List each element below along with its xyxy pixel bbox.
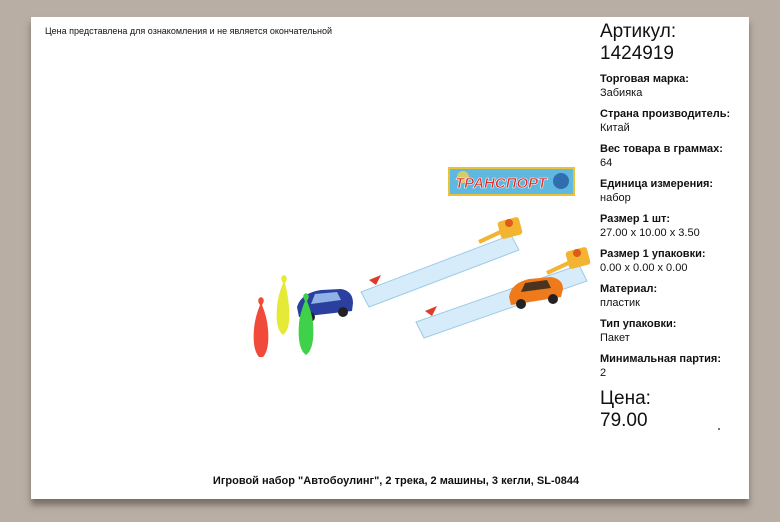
field-value: 0.00 x 0.00 x 0.00 — [600, 262, 688, 274]
field-label: Размер 1 шт: — [600, 213, 671, 225]
product-illustration — [211, 157, 591, 357]
field-label: Материал: — [600, 283, 658, 295]
field-value: 27.00 x 10.00 x 3.50 — [600, 227, 700, 239]
field-package-type — [600, 318, 748, 345]
article-value: 1424919 — [600, 43, 674, 64]
price-value: 79.00 — [600, 410, 648, 431]
product-image — [211, 157, 591, 357]
field-value: Китай — [600, 122, 630, 134]
field-value: набор — [600, 192, 631, 204]
field-value: Пакет — [600, 332, 630, 344]
spec-panel — [600, 21, 748, 432]
field-weight — [600, 143, 748, 170]
product-title: Игровой набор "Автобоулинг", 2 трека, 2 машины, 3 кегли, SL-0844 — [212, 475, 580, 487]
field-value: пластик — [600, 297, 640, 309]
orange-car — [509, 277, 563, 309]
product-card — [31, 17, 749, 499]
bowling-pins — [254, 275, 314, 357]
field-label: Единица измерения: — [600, 178, 714, 190]
field-unit — [600, 178, 748, 205]
article-label: Артикул: — [600, 21, 677, 42]
field-value: Забияка — [600, 87, 643, 99]
transport-logo — [449, 168, 574, 195]
field-size-item — [600, 213, 748, 240]
field-value: 64 — [600, 157, 613, 169]
field-label: Размер 1 упаковки: — [600, 248, 706, 260]
track-2 — [416, 246, 591, 338]
field-label: Минимальная партия: — [600, 353, 721, 365]
field-size-package — [600, 248, 748, 275]
field-label: Страна производитель: — [600, 108, 731, 120]
field-label: Тип упаковки: — [600, 318, 677, 330]
field-country — [600, 108, 748, 135]
logo-text: ТРАНСПОРТ — [455, 175, 547, 192]
price-label: Цена: — [600, 388, 651, 409]
field-label: Торговая марка: — [600, 73, 689, 85]
field-min-batch — [600, 353, 748, 380]
price-disclaimer: Цена представлена для ознакомления и не является окончательной — [45, 26, 333, 36]
dot-mark — [718, 428, 720, 430]
field-material — [600, 283, 748, 310]
field-label: Вес товара в граммах: — [600, 143, 723, 155]
field-value: 2 — [600, 367, 607, 379]
field-brand — [600, 73, 748, 100]
